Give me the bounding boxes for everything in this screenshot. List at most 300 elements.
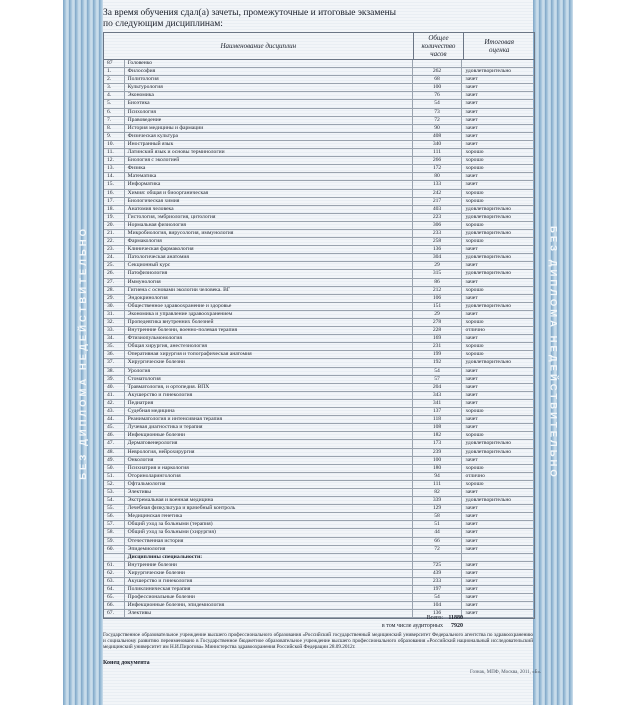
hours-value: 439 bbox=[413, 570, 463, 577]
grade-value: зачет bbox=[465, 278, 478, 285]
row-number: 65. bbox=[104, 594, 125, 601]
discipline-name: Элективы bbox=[125, 489, 413, 496]
row-number: 46. bbox=[104, 432, 125, 439]
row-number: 64. bbox=[104, 586, 125, 593]
table-row bbox=[104, 546, 534, 554]
grade-value: зачет bbox=[465, 100, 478, 107]
discipline-name: Акушерство и гинекология bbox=[125, 392, 413, 399]
grade-value: хорошо bbox=[465, 464, 484, 471]
hours-value: 68 bbox=[413, 76, 463, 83]
hours-value: 54 bbox=[413, 100, 463, 107]
hours-value: 54 bbox=[413, 368, 463, 375]
grade-value: зачет bbox=[465, 424, 478, 431]
table-row bbox=[104, 408, 534, 416]
table-row bbox=[104, 416, 534, 424]
table-row bbox=[104, 473, 534, 481]
row-number: 27. bbox=[104, 279, 125, 286]
table-row bbox=[104, 400, 534, 408]
hours-value: 173 bbox=[413, 440, 463, 447]
hours-value: 172 bbox=[413, 165, 463, 172]
row-number: 23. bbox=[104, 246, 125, 253]
hours-value: 82 bbox=[413, 489, 463, 496]
hours-value: 343 bbox=[413, 392, 463, 399]
grade-value: удовлетворительно bbox=[465, 213, 512, 220]
table-row bbox=[104, 206, 534, 214]
grade-value: зачет bbox=[465, 173, 478, 180]
row-number: 36. bbox=[104, 351, 125, 358]
discipline-name: Экономика bbox=[125, 92, 413, 99]
discipline-name: Оперативная хирургия и топографическая анатомия bbox=[125, 351, 413, 358]
grade-value: удовлетворительно bbox=[465, 68, 512, 75]
row-number: 63. bbox=[104, 578, 125, 585]
row-number: 16. bbox=[104, 190, 125, 197]
hours-value: 29 bbox=[413, 262, 463, 269]
hours-value: 151 bbox=[413, 303, 463, 310]
table-row bbox=[104, 521, 534, 529]
document-header bbox=[103, 8, 533, 30]
table-row bbox=[104, 117, 534, 125]
hours-value: 108 bbox=[413, 424, 463, 431]
discipline-name: Эпидемиология bbox=[125, 546, 413, 553]
hours-value: 118 bbox=[413, 416, 463, 423]
hours-value: 180 bbox=[413, 465, 463, 472]
row-number: 48. bbox=[104, 449, 125, 456]
row-number: 31. bbox=[104, 311, 125, 318]
hours-value: 72 bbox=[413, 117, 463, 124]
hours-value: 223 bbox=[413, 214, 463, 221]
discipline-name: Профессиональные болезни bbox=[125, 594, 413, 601]
hours-value: 137 bbox=[413, 408, 463, 415]
hours-value: 58 bbox=[413, 513, 463, 520]
table-row bbox=[104, 368, 534, 376]
discipline-name: Педиатрия bbox=[125, 400, 413, 407]
grade-value: зачет bbox=[465, 375, 478, 382]
disciplines-table bbox=[103, 32, 535, 619]
discipline-name: Клиническая фармакология bbox=[125, 246, 413, 253]
grade-value: хорошо bbox=[465, 189, 484, 196]
grade-value: удовлетворительно bbox=[465, 440, 512, 447]
row-number: 44. bbox=[104, 416, 125, 423]
hours-value: 76 bbox=[413, 92, 463, 99]
auditorium-value: 7920 bbox=[451, 623, 463, 629]
column-header-hours-line: количество bbox=[421, 42, 456, 50]
row-number: 5. bbox=[104, 100, 125, 107]
table-row bbox=[104, 198, 534, 206]
grade-value: зачет bbox=[465, 456, 478, 463]
hours-value: 100 bbox=[413, 84, 463, 91]
table-row bbox=[104, 60, 534, 68]
discipline-name: Фармакология bbox=[125, 238, 413, 245]
hours-value: 233 bbox=[413, 230, 463, 237]
table-row bbox=[104, 254, 534, 262]
hours-value: 106 bbox=[413, 295, 463, 302]
discipline-name: Биологическая химия bbox=[125, 198, 413, 205]
hours-value: 341 bbox=[413, 400, 463, 407]
discipline-name: Иностранный язык bbox=[125, 141, 413, 148]
table-row bbox=[104, 190, 534, 198]
table-row bbox=[104, 335, 534, 343]
row-number: 20. bbox=[104, 222, 125, 229]
discipline-name: Неврология, нейрохирургия bbox=[125, 449, 413, 456]
table-row bbox=[104, 465, 534, 473]
hours-value: 239 bbox=[413, 449, 463, 456]
table-row bbox=[104, 181, 534, 189]
table-row bbox=[104, 562, 534, 570]
table-row bbox=[104, 440, 534, 448]
row-number: 33. bbox=[104, 327, 125, 334]
discipline-name: Онкология bbox=[125, 457, 413, 464]
table-row bbox=[104, 351, 534, 359]
hours-value: 73 bbox=[413, 109, 463, 116]
hours-value: 54 bbox=[413, 594, 463, 601]
row-number: 22. bbox=[104, 238, 125, 245]
row-number: 25. bbox=[104, 262, 125, 269]
grade-value: зачет bbox=[465, 505, 478, 512]
grade-value: зачет bbox=[465, 92, 478, 99]
discipline-name: Физика bbox=[125, 165, 413, 172]
grade-value: удовлетворительно bbox=[465, 359, 512, 366]
header-line-2: по следующим дисциплинам: bbox=[103, 19, 223, 29]
table-row bbox=[104, 141, 534, 149]
row-number: 37. bbox=[104, 359, 125, 366]
hours-value: 80 bbox=[413, 173, 463, 180]
row-number: 15. bbox=[104, 181, 125, 188]
table-body bbox=[104, 60, 534, 618]
hours-value: 231 bbox=[413, 343, 463, 350]
column-header-grade bbox=[464, 33, 534, 59]
discipline-name: Фтизиопульмонология bbox=[125, 335, 413, 342]
row-number: 67. bbox=[104, 610, 125, 617]
hours-value: 192 bbox=[413, 359, 463, 366]
grade-value: зачет bbox=[465, 132, 478, 139]
column-header-hours-line: часов bbox=[430, 50, 447, 58]
grade-value: удовлетворительно bbox=[465, 302, 512, 309]
table-row bbox=[104, 238, 534, 246]
row-number: 53. bbox=[104, 489, 125, 496]
hours-value: 29 bbox=[413, 311, 463, 318]
hours-value: 258 bbox=[413, 238, 463, 245]
grade-value: зачет bbox=[465, 84, 478, 91]
discipline-name: Патофизиология bbox=[125, 270, 413, 277]
hours-value: 199 bbox=[413, 351, 463, 358]
grade-value: хорошо bbox=[465, 221, 484, 228]
column-header-grade-line: оценка bbox=[488, 46, 510, 54]
table-row bbox=[104, 449, 534, 457]
row-number: 21. bbox=[104, 230, 125, 237]
grade-value bbox=[462, 554, 534, 561]
row-number: 52. bbox=[104, 481, 125, 488]
table-row bbox=[104, 230, 534, 238]
grade-value: зачет bbox=[465, 140, 478, 147]
column-header-grade-line: Итоговая bbox=[484, 38, 514, 46]
row-number: 38. bbox=[104, 368, 125, 375]
hours-value: 242 bbox=[413, 190, 463, 197]
hours-value: 66 bbox=[413, 538, 463, 545]
discipline-name: Общая хирургия, анестезиология bbox=[125, 343, 413, 350]
table-row bbox=[104, 76, 534, 84]
row-number: 17. bbox=[104, 198, 125, 205]
grade-value: зачет bbox=[465, 578, 478, 584]
table-row bbox=[104, 513, 534, 521]
grade-value: зачет bbox=[465, 610, 478, 617]
row-number: 26. bbox=[104, 270, 125, 277]
grade-value: удовлетворительно bbox=[465, 254, 512, 261]
discipline-name: Травматология, и ортопедия. ВПХ bbox=[125, 384, 413, 391]
discipline-name: Физическая культура bbox=[125, 133, 413, 140]
discipline-name: Иммунология bbox=[125, 279, 413, 286]
grade-value: зачет bbox=[465, 416, 478, 423]
discipline-name: Эндокринология bbox=[125, 295, 413, 302]
row-number: 45. bbox=[104, 424, 125, 431]
discipline-name: Лечебная физкультура и врачебный контроль bbox=[125, 505, 413, 512]
row-number: 62. bbox=[104, 570, 125, 577]
table-row bbox=[104, 214, 534, 222]
table-row bbox=[104, 602, 534, 610]
table-row bbox=[104, 133, 534, 141]
table-row bbox=[104, 538, 534, 546]
hours-value: 182 bbox=[413, 432, 463, 439]
hours-value: 133 bbox=[413, 181, 463, 188]
discipline-name: Инфекционные болезни, эпидемиология bbox=[125, 602, 413, 609]
grade-value: удовлетворительно bbox=[465, 270, 512, 277]
row-number: 39. bbox=[104, 376, 125, 383]
discipline-name: Общественное здравоохранение и здоровье bbox=[125, 303, 413, 310]
row-number: 3. bbox=[104, 84, 125, 91]
hours-value: 233 bbox=[413, 578, 463, 585]
table-row bbox=[104, 489, 534, 497]
discipline-name: Судебная медицина bbox=[125, 408, 413, 415]
total-line bbox=[103, 615, 533, 623]
table-row bbox=[104, 497, 534, 505]
row-number: 35. bbox=[104, 343, 125, 350]
grade-value: хорошо bbox=[465, 343, 484, 350]
grade-value: хорошо bbox=[465, 408, 484, 415]
grade-value: зачет bbox=[465, 335, 478, 342]
hours-value: 339 bbox=[413, 497, 463, 504]
grade-value: хорошо bbox=[465, 157, 484, 164]
discipline-name: Инфекционные болезни bbox=[125, 432, 413, 439]
grade-value: зачет bbox=[465, 488, 478, 495]
table-row bbox=[104, 100, 534, 108]
grade-value: удовлетворительно bbox=[465, 497, 512, 504]
row-number: 42. bbox=[104, 400, 125, 407]
hours-value: 169 bbox=[413, 335, 463, 342]
table-row bbox=[104, 384, 534, 392]
row-number: 30. bbox=[104, 303, 125, 310]
table-row bbox=[104, 570, 534, 578]
grade-value: зачет bbox=[465, 367, 478, 374]
printer-imprint: Гознак, МПФ, Москва, 2011, «Б». bbox=[470, 670, 542, 675]
row-number: 13. bbox=[104, 165, 125, 172]
grade-value: зачет bbox=[465, 181, 478, 188]
table-row bbox=[104, 359, 534, 367]
hours-value: 266 bbox=[413, 157, 463, 164]
row-number: 12. bbox=[104, 157, 125, 164]
column-header-name: Наименование дисциплин bbox=[104, 33, 414, 59]
row-number: 24. bbox=[104, 254, 125, 261]
grade-value: хорошо bbox=[465, 286, 484, 293]
discipline-name: Дисциплины специальности: bbox=[125, 554, 413, 561]
table-row bbox=[104, 594, 534, 602]
discipline-name: Поликлиническая терапия bbox=[125, 586, 413, 593]
total-label: Всего: bbox=[426, 615, 443, 621]
hours-value: 217 bbox=[413, 198, 463, 205]
row-number: 8. bbox=[104, 125, 125, 132]
row-number: 34. bbox=[104, 335, 125, 342]
row-number: 87 bbox=[104, 60, 125, 67]
hours-value: 340 bbox=[413, 141, 463, 148]
grade-value: зачет bbox=[465, 76, 478, 83]
table-row bbox=[104, 295, 534, 303]
grade-value: отлично bbox=[465, 327, 485, 334]
table-row bbox=[104, 109, 534, 117]
discipline-name: Гистология, эмбриология, цитология bbox=[125, 214, 413, 221]
discipline-name: Философия bbox=[125, 68, 413, 75]
grade-value bbox=[462, 60, 534, 67]
row-number: 32. bbox=[104, 319, 125, 326]
hours-value: 51 bbox=[413, 521, 463, 528]
grade-value: зачет bbox=[465, 391, 478, 398]
table-row bbox=[104, 529, 534, 537]
discipline-name: Секционный курс bbox=[125, 262, 413, 269]
row-number: 18. bbox=[104, 206, 125, 213]
column-header-hours-line: Общее bbox=[428, 34, 449, 42]
discipline-name: Хирургические болезни bbox=[125, 570, 413, 577]
row-number: 10. bbox=[104, 141, 125, 148]
table-header bbox=[104, 33, 534, 60]
table-row bbox=[104, 165, 534, 173]
end-of-document: Конец документа bbox=[103, 660, 150, 666]
row-number: 9. bbox=[104, 133, 125, 140]
discipline-name: Латинский язык и основы терминологии bbox=[125, 149, 413, 156]
hours-value: 204 bbox=[413, 384, 463, 391]
row-number: 4. bbox=[104, 92, 125, 99]
grade-value: зачет bbox=[465, 602, 478, 609]
grade-value: зачет bbox=[465, 294, 478, 301]
discipline-name: Пропедевтика внутренних болезней bbox=[125, 319, 413, 326]
row-number: 49. bbox=[104, 457, 125, 464]
table-row bbox=[104, 303, 534, 311]
grade-value: хорошо bbox=[465, 165, 484, 172]
table-row bbox=[104, 432, 534, 440]
table-row bbox=[104, 376, 534, 384]
totals-block bbox=[103, 615, 533, 631]
table-row bbox=[104, 149, 534, 157]
row-number: 29. bbox=[104, 295, 125, 302]
section-row bbox=[104, 554, 534, 562]
grade-value: зачет bbox=[465, 569, 478, 576]
row-number: 57. bbox=[104, 521, 125, 528]
left-side-text: БЕЗ ДИПЛОМА НЕДЕЙСТВИТЕЛЬНО bbox=[77, 225, 89, 480]
table-row bbox=[104, 481, 534, 489]
discipline-name: Биология с экологией bbox=[125, 157, 413, 164]
discipline-name: Общий уход за больными (хирургия) bbox=[125, 529, 413, 536]
row-number: 51. bbox=[104, 473, 125, 480]
table-row bbox=[104, 319, 534, 327]
row-number: 50. bbox=[104, 465, 125, 472]
hours-value: 111 bbox=[413, 481, 463, 488]
hours-value: 228 bbox=[413, 327, 463, 334]
row-number: 7. bbox=[104, 117, 125, 124]
table-row bbox=[104, 311, 534, 319]
row-number bbox=[104, 554, 125, 561]
institution-footnote: Государственное образовательное учреждение высшего профессионального образования «Российский государственный медицинский университет Федерального агентства по здравоохранению и социальному развитию переименовано в Государственное бюджетное образовательное учреждение высшего профессионального образования «Российский национальный исследовательский медицинский университет им Н.И.Пирогова» Министерства здравоохранения Российской Федерации 28.09.2012г. bbox=[103, 632, 533, 651]
discipline-name: Урология bbox=[125, 368, 413, 375]
grade-value: зачет bbox=[465, 521, 478, 528]
row-number: 61. bbox=[104, 562, 125, 569]
table-row bbox=[104, 457, 534, 465]
header-line-1: За время обучения сдал(а) зачеты, промежуточные и итоговые экзамены bbox=[103, 8, 397, 18]
row-number: 47. bbox=[104, 440, 125, 447]
grade-value: хорошо bbox=[465, 432, 484, 439]
table-row bbox=[104, 222, 534, 230]
hours-value: 212 bbox=[413, 287, 463, 294]
grade-value: зачет bbox=[465, 586, 478, 593]
hours-value: 90 bbox=[413, 125, 463, 132]
row-number: 55. bbox=[104, 505, 125, 512]
discipline-name: Офтальмология bbox=[125, 481, 413, 488]
grade-value: хорошо bbox=[465, 238, 484, 245]
hours-value: 72 bbox=[413, 546, 463, 553]
row-number: 41. bbox=[104, 392, 125, 399]
row-number: 58. bbox=[104, 529, 125, 536]
grade-value: зачет bbox=[465, 561, 478, 568]
row-number: 59. bbox=[104, 538, 125, 545]
discipline-name: Внутренние болезни bbox=[125, 562, 413, 569]
hours-value: 725 bbox=[413, 562, 463, 569]
discipline-name: Правоведение bbox=[125, 117, 413, 124]
row-number: 60. bbox=[104, 546, 125, 553]
table-row bbox=[104, 246, 534, 254]
discipline-name: Политология bbox=[125, 76, 413, 83]
table-row bbox=[104, 157, 534, 165]
grade-value: зачет bbox=[465, 399, 478, 406]
discipline-name: Общий уход за больными (терапия) bbox=[125, 521, 413, 528]
discipline-name: Психология bbox=[125, 109, 413, 116]
hours-value: 403 bbox=[413, 206, 463, 213]
table-row bbox=[104, 287, 534, 295]
grade-value: зачет bbox=[465, 124, 478, 131]
table-row bbox=[104, 343, 534, 351]
discipline-name: Реаниматология и интенсивная терапия bbox=[125, 416, 413, 423]
row-number: 14. bbox=[104, 173, 125, 180]
grade-value: зачет bbox=[465, 116, 478, 123]
discipline-name: Информатика bbox=[125, 181, 413, 188]
row-number: 40. bbox=[104, 384, 125, 391]
hours-value: 86 bbox=[413, 279, 463, 286]
grade-value: зачет bbox=[465, 594, 478, 601]
discipline-name: Акушерство и гинекология bbox=[125, 578, 413, 585]
hours-value: 129 bbox=[413, 505, 463, 512]
hours-value: 278 bbox=[413, 319, 463, 326]
grade-value: хорошо bbox=[465, 351, 484, 358]
table-row bbox=[104, 92, 534, 100]
row-number: 2. bbox=[104, 76, 125, 83]
table-row bbox=[104, 173, 534, 181]
column-header-hours bbox=[414, 33, 465, 59]
grade-value: зачет bbox=[465, 529, 478, 536]
row-number: 56. bbox=[104, 513, 125, 520]
discipline-name: Микробиология, вирусология, иммунология bbox=[125, 230, 413, 237]
hours-value: 57 bbox=[413, 376, 463, 383]
discipline-name: Дерматовенерология bbox=[125, 440, 413, 447]
hours-value bbox=[413, 554, 463, 561]
row-number: 11. bbox=[104, 149, 125, 156]
discipline-name: Математика bbox=[125, 173, 413, 180]
discipline-name: Гигиена с основами экологии человека. ВГ bbox=[125, 287, 413, 294]
hours-value: 100 bbox=[413, 457, 463, 464]
grade-value: хорошо bbox=[465, 149, 484, 156]
